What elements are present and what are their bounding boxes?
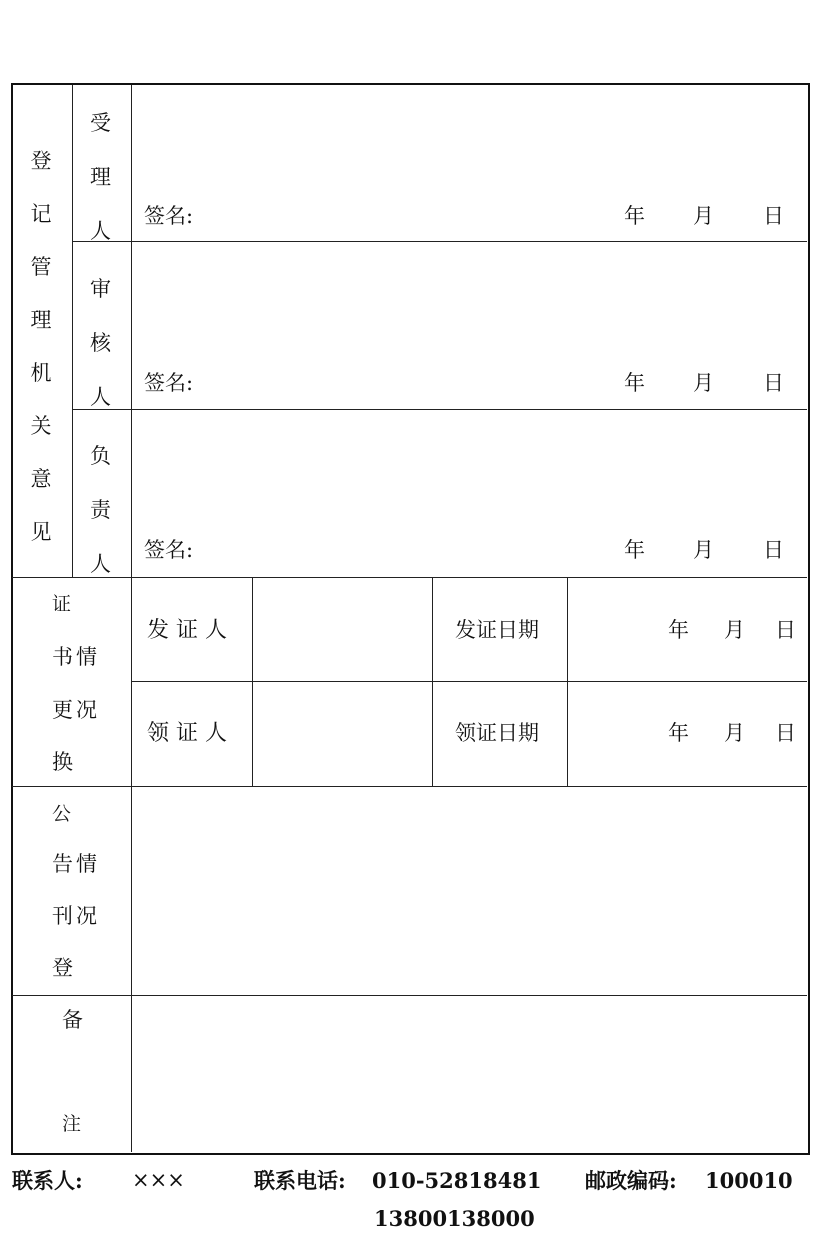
signature-label: 签名: <box>144 538 194 562</box>
date-year: 年 <box>668 618 689 642</box>
date-month: 月 <box>693 371 714 395</box>
date-month: 月 <box>693 204 714 228</box>
date-year: 年 <box>624 538 645 562</box>
date-day: 日 <box>775 618 796 642</box>
date-year: 年 <box>624 371 645 395</box>
divider <box>131 85 132 1152</box>
issue-date-label: 发证日期 <box>455 618 539 642</box>
divider <box>72 409 807 410</box>
certificate-label-char: 况 <box>76 698 97 722</box>
receiver-label: 领 证 人 <box>147 721 227 746</box>
role-label-acceptor: 受理人 <box>90 111 111 243</box>
announcement-label-char: 况 <box>76 904 97 928</box>
role-label-reviewer: 审核人 <box>90 277 111 409</box>
announcement-label-char: 刊 <box>52 904 73 928</box>
contact-label: 联系人: <box>12 1168 83 1193</box>
issuer-label: 发 证 人 <box>147 618 227 643</box>
certificate-label-char: 证 <box>52 593 72 615</box>
divider <box>12 786 807 787</box>
date-day: 日 <box>763 371 784 395</box>
announcement-label-char: 告 <box>52 852 73 876</box>
date-month: 月 <box>724 721 745 745</box>
announcement-label-char: 情 <box>76 852 97 876</box>
date-month: 月 <box>724 618 745 642</box>
postal-value: 100010 <box>705 1168 793 1193</box>
date-day: 日 <box>763 538 784 562</box>
registration-opinion-text: 登记管理机关意见 <box>30 149 52 544</box>
date-year: 年 <box>624 204 645 228</box>
date-day: 日 <box>763 204 784 228</box>
contact-value: ××× <box>132 1168 185 1192</box>
remarks-label-top: 备 <box>62 1008 83 1032</box>
certificate-label-char: 换 <box>52 750 73 774</box>
receive-date-label: 领证日期 <box>455 721 539 745</box>
mobile-value: 13800138000 <box>374 1206 535 1231</box>
remarks-label-bottom: 注 <box>62 1113 82 1135</box>
divider <box>12 577 807 578</box>
date-day: 日 <box>775 721 796 745</box>
date-month: 月 <box>693 538 714 562</box>
postal-label: 邮政编码: <box>585 1168 677 1193</box>
announcement-label-char: 登 <box>52 956 73 980</box>
registration-opinion-label <box>30 135 60 559</box>
certificate-label-char: 更 <box>52 698 73 722</box>
phone-label: 联系电话: <box>254 1168 346 1193</box>
divider <box>12 995 807 996</box>
divider <box>72 241 807 242</box>
role-label-principal: 负责人 <box>90 444 111 576</box>
date-year: 年 <box>668 721 689 745</box>
divider <box>72 85 73 577</box>
signature-label: 签名: <box>144 371 194 395</box>
phone-value: 010-52818481 <box>372 1168 542 1193</box>
certificate-label-char: 情 <box>76 645 97 669</box>
announcement-label-char: 公 <box>52 803 72 825</box>
divider <box>131 681 807 682</box>
signature-label: 签名: <box>144 204 194 228</box>
certificate-label-char: 书 <box>52 645 73 669</box>
